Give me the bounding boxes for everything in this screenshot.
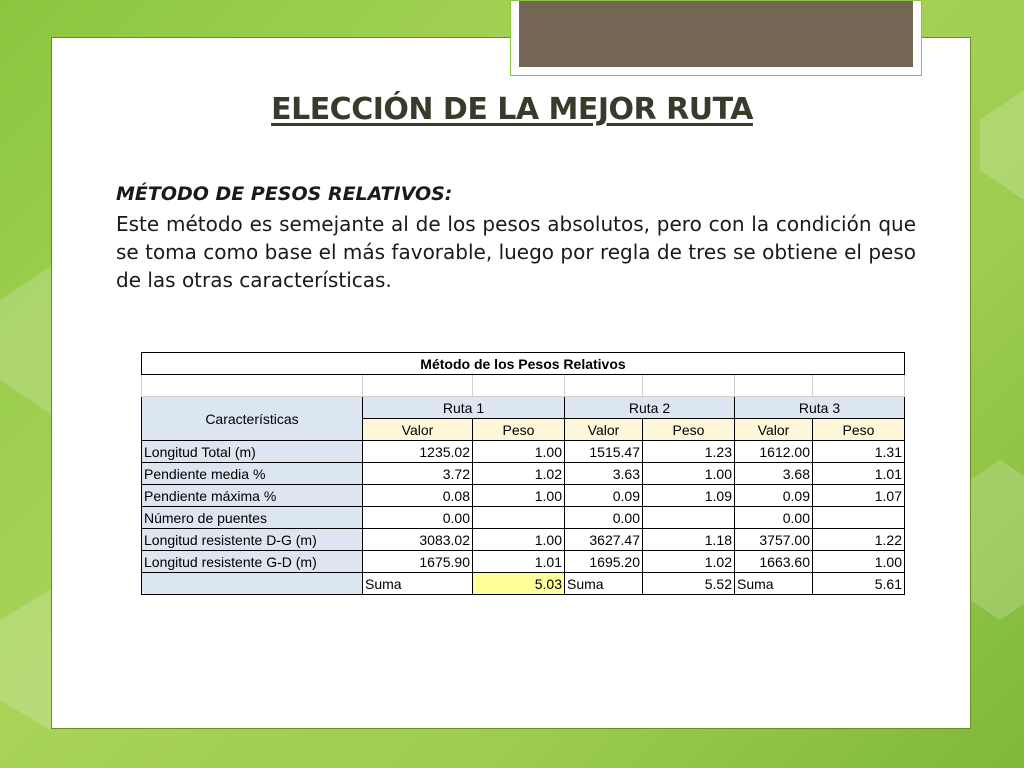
cell-value: 0.00: [565, 507, 643, 529]
cell-weight: 1.00: [473, 441, 565, 463]
sum-row: [142, 573, 905, 595]
cell-value: 3627.47: [565, 529, 643, 551]
sum-label: Suma: [735, 573, 813, 595]
cell-weight: 1.01: [473, 551, 565, 573]
cell-weight: [473, 507, 565, 529]
table-row: [142, 551, 905, 573]
cell-weight: 1.07: [813, 485, 905, 507]
table-row: [142, 463, 905, 485]
row-label: Número de puentes: [142, 507, 363, 529]
cell-weight: 1.01: [813, 463, 905, 485]
cell-value: 1675.90: [363, 551, 473, 573]
route-1-sum: 5.03: [473, 573, 565, 595]
row-label: Pendiente máxima %: [142, 485, 363, 507]
sum-label: Suma: [363, 573, 473, 595]
cell-weight: 1.00: [473, 485, 565, 507]
route-1-header: Ruta 1: [363, 397, 565, 419]
relative-weights-table: [141, 352, 905, 595]
cell-weight: 1.00: [813, 551, 905, 573]
cell-value: 1235.02: [363, 441, 473, 463]
route-3-header: Ruta 3: [735, 397, 905, 419]
row-label: Longitud resistente G-D (m): [142, 551, 363, 573]
route-1-peso-header: Peso: [473, 419, 565, 441]
route-2-sum: 5.52: [643, 573, 735, 595]
cell-value: 3.63: [565, 463, 643, 485]
row-label: Longitud Total (m): [142, 441, 363, 463]
table-row: [142, 529, 905, 551]
sum-row-label-empty: [142, 573, 363, 595]
cell-weight: 1.22: [813, 529, 905, 551]
cell-weight: [643, 507, 735, 529]
spacer-row: [142, 375, 905, 397]
method-subtitle: MÉTODO DE PESOS RELATIVOS:: [116, 183, 453, 205]
route-2-header: Ruta 2: [565, 397, 735, 419]
route-2-peso-header: Peso: [643, 419, 735, 441]
cell-weight: 1.00: [643, 463, 735, 485]
characteristics-header: Características: [142, 397, 363, 441]
cell-value: 1612.00: [735, 441, 813, 463]
route-2-valor-header: Valor: [565, 419, 643, 441]
cell-weight: 1.00: [473, 529, 565, 551]
cell-value: 1695.20: [565, 551, 643, 573]
route-3-peso-header: Peso: [813, 419, 905, 441]
cell-value: 3757.00: [735, 529, 813, 551]
slide-title: ELECCIÓN DE LA MEJOR RUTA: [271, 92, 753, 127]
title-tab-fill: [519, 1, 913, 67]
cell-value: 3083.02: [363, 529, 473, 551]
cell-value: 0.09: [565, 485, 643, 507]
route-3-sum: 5.61: [813, 573, 905, 595]
route-3-valor-header: Valor: [735, 419, 813, 441]
method-description: Este método es semejante al de los pesos absolutos, pero con la condición que se toma como base el más favorable, luego por regla de tres se obtiene el peso de las otras características.: [116, 212, 916, 292]
cell-value: 0.00: [363, 507, 473, 529]
route-1-valor-header: Valor: [363, 419, 473, 441]
cell-weight: 1.02: [643, 551, 735, 573]
cell-weight: 1.18: [643, 529, 735, 551]
cell-value: 0.08: [363, 485, 473, 507]
cell-value: 1515.47: [565, 441, 643, 463]
cell-value: 3.72: [363, 463, 473, 485]
table-row: [142, 507, 905, 529]
table-title: Método de los Pesos Relativos: [142, 353, 905, 375]
title-tab-decoration: [510, 0, 922, 76]
sum-label: Suma: [565, 573, 643, 595]
cell-weight: 1.31: [813, 441, 905, 463]
table-row: [142, 485, 905, 507]
cell-value: 0.00: [735, 507, 813, 529]
row-label: Pendiente media %: [142, 463, 363, 485]
table-row: [142, 441, 905, 463]
cell-weight: 1.02: [473, 463, 565, 485]
cell-weight: 1.23: [643, 441, 735, 463]
cell-value: 1663.60: [735, 551, 813, 573]
row-label: Longitud resistente D-G (m): [142, 529, 363, 551]
cell-weight: [813, 507, 905, 529]
cell-weight: 1.09: [643, 485, 735, 507]
cell-value: 0.09: [735, 485, 813, 507]
cell-value: 3.68: [735, 463, 813, 485]
